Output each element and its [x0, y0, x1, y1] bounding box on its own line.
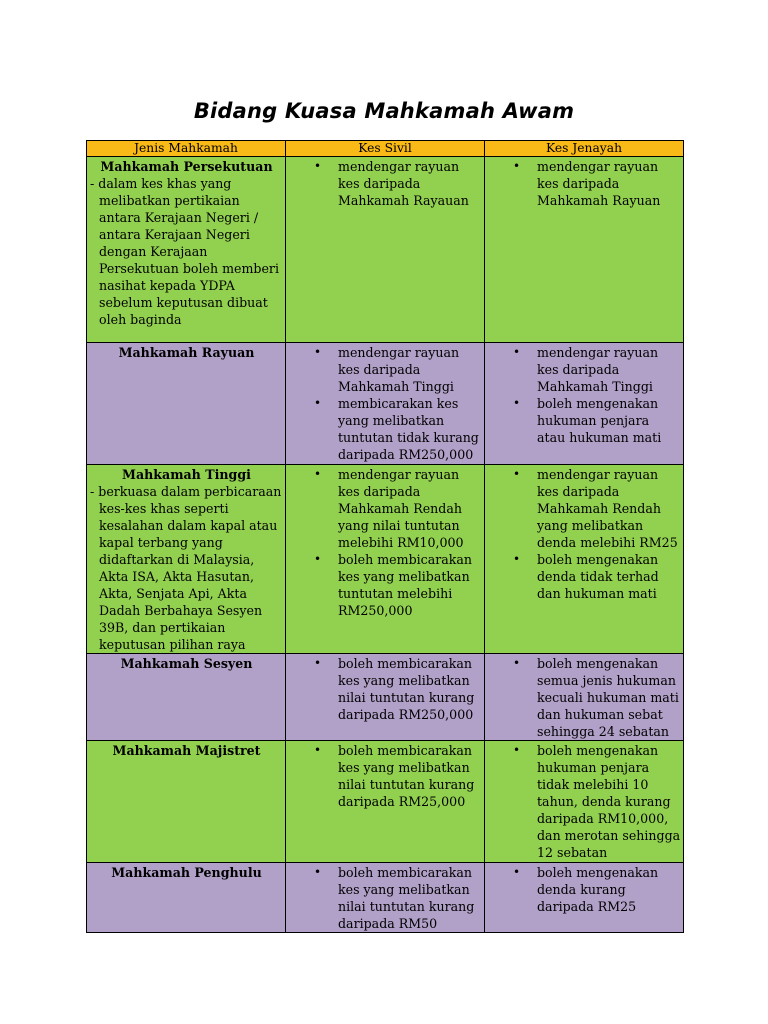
list-item: • mendengar rayuan kes daripada Mahkamah Rayuan [513, 159, 661, 208]
list-item: • boleh membicarakan kes yang melibatkan nilai tuntutan kurang daripada RM50 [314, 865, 475, 931]
bullet-icon: • [314, 467, 322, 481]
court-cell [87, 741, 286, 863]
list-item: • mendengar rayuan kes daripada Mahkamah Rayauan [314, 159, 469, 208]
bullet-icon: • [513, 656, 521, 670]
header-kes-sivil: Kes Sivil [286, 141, 485, 157]
bullet-icon: • [513, 552, 521, 566]
bullet-icon: • [314, 743, 322, 757]
list-item: • boleh mengenakan hukuman penjara atau hukuman mati [513, 396, 662, 445]
kes-sivil-cell [286, 157, 485, 343]
bullet-icon: • [513, 467, 521, 481]
table-header-row [87, 141, 684, 157]
page-title: Bidang Kuasa Mahkamah Awam [193, 99, 575, 123]
list-item: • membicarakan kes yang melibatkan tuntutan tidak kurang daripada RM250,000 [314, 396, 479, 462]
list-item: • boleh mengenakan denda tidak terhad dan hukuman mati [513, 552, 659, 601]
table-row [87, 863, 684, 933]
list-item: • mendengar rayuan kes daripada Mahkamah Rendah yang melibatkan denda melebihi RM25 [513, 467, 678, 550]
court-cell [87, 157, 286, 343]
bullet-icon: • [314, 552, 322, 566]
kes-jenayah-cell [485, 465, 684, 654]
court-name: Mahkamah Majistret [112, 743, 261, 758]
bullet-icon: • [513, 396, 521, 410]
kes-sivil-cell [286, 863, 485, 933]
kes-jenayah-cell [485, 654, 684, 741]
table-row [87, 343, 684, 465]
kes-jenayah-cell [485, 343, 684, 465]
list-item: • boleh membicarakan kes yang melibatkan tuntutan melebihi RM250,000 [314, 552, 473, 618]
bullet-icon: • [314, 865, 322, 879]
court-cell [87, 863, 286, 933]
list-item: • mendengar rayuan kes daripada Mahkamah Rendah yang nilai tuntutan melebihi RM10,000 [314, 467, 464, 550]
list-item: • boleh mengenakan hukuman penjara tidak melebihi 10 tahun, denda kurang daripada RM10,000, dan merotan sehingga 12 sebatan [513, 743, 681, 860]
court-cell [87, 343, 286, 465]
court-name: Mahkamah Sesyen [120, 656, 253, 671]
table-row [87, 654, 684, 741]
kes-sivil-cell [286, 343, 485, 465]
bullet-icon: • [513, 159, 521, 173]
kes-sivil-cell [286, 465, 485, 654]
table-row [87, 741, 684, 863]
bullet-icon: • [314, 159, 322, 173]
court-jurisdiction-table [86, 140, 684, 933]
court-description: - dalam kes khas yang melibatkan pertikaian antara Kerajaan Negeri / antara Kerajaan Negeri dengan Kerajaan Persekutuan boleh memberi nasihat kepada YDPA sebelum keputusan dibuat oleh baginda [90, 176, 279, 327]
court-name: Mahkamah Penghulu [111, 865, 262, 880]
table-row [87, 465, 684, 654]
list-item: • boleh mengenakan semua jenis hukuman kecuali hukuman mati dan hukuman sebat sehingga 24 sebatan [513, 656, 679, 739]
court-cell [87, 465, 286, 654]
court-name: Mahkamah Rayuan [118, 345, 255, 360]
list-item: • boleh mengenakan denda kurang daripada RM25 [513, 865, 659, 914]
bullet-icon: • [513, 743, 521, 757]
list-item: • boleh membicarakan kes yang melibatkan nilai tuntutan kurang daripada RM25,000 [314, 743, 475, 809]
court-name: Mahkamah Tinggi [122, 467, 251, 482]
kes-jenayah-cell [485, 863, 684, 933]
bullet-icon: • [314, 345, 322, 359]
list-item: • boleh membicarakan kes yang melibatkan nilai tuntutan kurang daripada RM250,000 [314, 656, 475, 722]
court-name: Mahkamah Persekutuan [100, 159, 273, 174]
header-jenis-mahkamah: Jenis Mahkamah [87, 141, 286, 157]
court-description: - berkuasa dalam perbicaraan kes-kes khas seperti kesalahan dalam kapal atau kapal terbang yang didaftarkan di Malaysia, Akta ISA, Akta Hasutan, Akta, Senjata Api, Akta Dadah Berbahaya Sesyen 39B, dan pertikaian keputusan pilihan raya [90, 484, 282, 652]
court-cell [87, 654, 286, 741]
kes-sivil-cell [286, 741, 485, 863]
header-kes-jenayah: Kes Jenayah [485, 141, 684, 157]
bullet-icon: • [314, 656, 322, 670]
table-row [87, 157, 684, 343]
kes-sivil-cell [286, 654, 485, 741]
bullet-icon: • [314, 396, 322, 410]
list-item: • mendengar rayuan kes daripada Mahkamah Tinggi [513, 345, 659, 394]
list-item: • mendengar rayuan kes daripada Mahkamah Tinggi [314, 345, 460, 394]
kes-jenayah-cell [485, 741, 684, 863]
bullet-icon: • [513, 345, 521, 359]
bullet-icon: • [513, 865, 521, 879]
kes-jenayah-cell [485, 157, 684, 343]
